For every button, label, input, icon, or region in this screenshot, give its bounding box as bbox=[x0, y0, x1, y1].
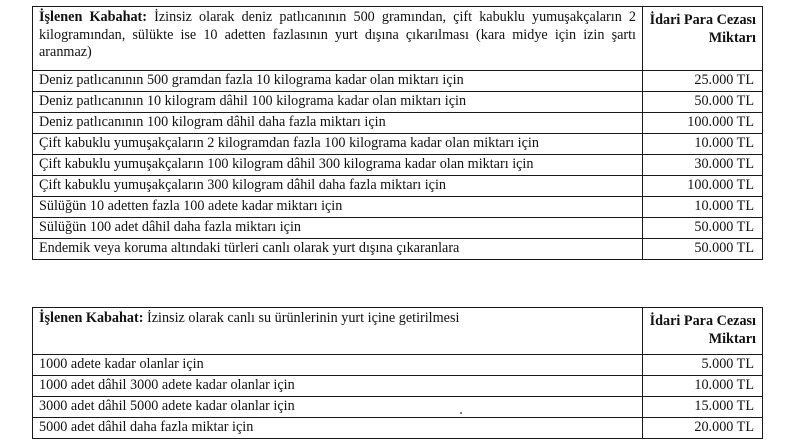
row-amount: 10.000 TL bbox=[643, 134, 763, 155]
offense-label: İşlenen Kabahat: bbox=[39, 310, 144, 326]
row-desc: 3000 adet dâhil 5000 adete kadar olanlar için bbox=[33, 397, 643, 418]
row-desc: Çift kabuklu yumuşakçaların 2 kilogramdan fazla 100 kilograma kadar olan miktarı için bbox=[33, 134, 643, 155]
fine-table-export bbox=[32, 6, 763, 260]
fine-table-import bbox=[32, 307, 763, 439]
offense-text: İzinsiz olarak deniz patlıcanının 500 gramından, çift kabuklu yumuşakçaların 2 kilogramından, sülükte ise 10 adetten fazlasının yurt dışına çıkarılması (kara midye için izin şartı aranmaz) bbox=[39, 9, 637, 60]
row-amount: 50.000 TL bbox=[643, 239, 763, 260]
row-amount: 50.000 TL bbox=[643, 218, 763, 239]
table-header-row bbox=[33, 308, 763, 355]
offense-header-cell bbox=[33, 7, 643, 71]
amount-header: İdari Para Cezası Miktarı bbox=[643, 308, 763, 355]
row-desc: Sülüğün 10 adetten fazla 100 adete kadar miktarı için bbox=[33, 197, 643, 218]
row-amount: 50.000 TL bbox=[643, 92, 763, 113]
table-row bbox=[33, 376, 763, 397]
row-desc: Sülüğün 100 adet dâhil daha fazla miktarı için bbox=[33, 218, 643, 239]
table-row bbox=[33, 92, 763, 113]
table-row bbox=[33, 355, 763, 376]
row-desc: Deniz patlıcanının 100 kilogram dâhil daha fazla miktarı için bbox=[33, 113, 643, 134]
amount-header: İdari Para Cezası Miktarı bbox=[643, 7, 763, 71]
row-desc: 5000 adet dâhil daha fazla miktar için bbox=[33, 418, 643, 439]
table-row bbox=[33, 418, 763, 439]
table-row bbox=[33, 113, 763, 134]
scan-speck bbox=[460, 412, 462, 414]
table-row bbox=[33, 218, 763, 239]
row-desc: Çift kabuklu yumuşakçaların 100 kilogram dâhil 300 kilograma kadar olan miktarı için bbox=[33, 155, 643, 176]
table-header-row bbox=[33, 7, 763, 71]
table-row bbox=[33, 71, 763, 92]
table-row bbox=[33, 197, 763, 218]
table-row bbox=[33, 176, 763, 197]
row-amount: 100.000 TL bbox=[643, 176, 763, 197]
row-amount: 10.000 TL bbox=[643, 197, 763, 218]
table-row bbox=[33, 239, 763, 260]
offense-text: İzinsiz olarak canlı su ürünlerinin yurt içine getirilmesi bbox=[147, 310, 460, 326]
row-desc: 1000 adete kadar olanlar için bbox=[33, 355, 643, 376]
table-row bbox=[33, 155, 763, 176]
row-desc: 1000 adet dâhil 3000 adete kadar olanlar için bbox=[33, 376, 643, 397]
row-desc: Endemik veya koruma altındaki türleri canlı olarak yurt dışına çıkaranlara bbox=[33, 239, 643, 260]
row-desc: Çift kabuklu yumuşakçaların 300 kilogram dâhil daha fazla miktarı için bbox=[33, 176, 643, 197]
row-amount: 10.000 TL bbox=[643, 376, 763, 397]
row-amount: 100.000 TL bbox=[643, 113, 763, 134]
row-desc: Deniz patlıcanının 10 kilogram dâhil 100 kilograma kadar olan miktarı için bbox=[33, 92, 643, 113]
row-amount: 20.000 TL bbox=[643, 418, 763, 439]
row-amount: 15.000 TL bbox=[643, 397, 763, 418]
table-row bbox=[33, 397, 763, 418]
table-row bbox=[33, 134, 763, 155]
offense-label: İşlenen Kabahat: bbox=[39, 9, 148, 25]
offense-header-cell bbox=[33, 308, 643, 355]
row-amount: 5.000 TL bbox=[643, 355, 763, 376]
row-amount: 30.000 TL bbox=[643, 155, 763, 176]
row-desc: Deniz patlıcanının 500 gramdan fazla 10 kilograma kadar olan miktarı için bbox=[33, 71, 643, 92]
row-amount: 25.000 TL bbox=[643, 71, 763, 92]
